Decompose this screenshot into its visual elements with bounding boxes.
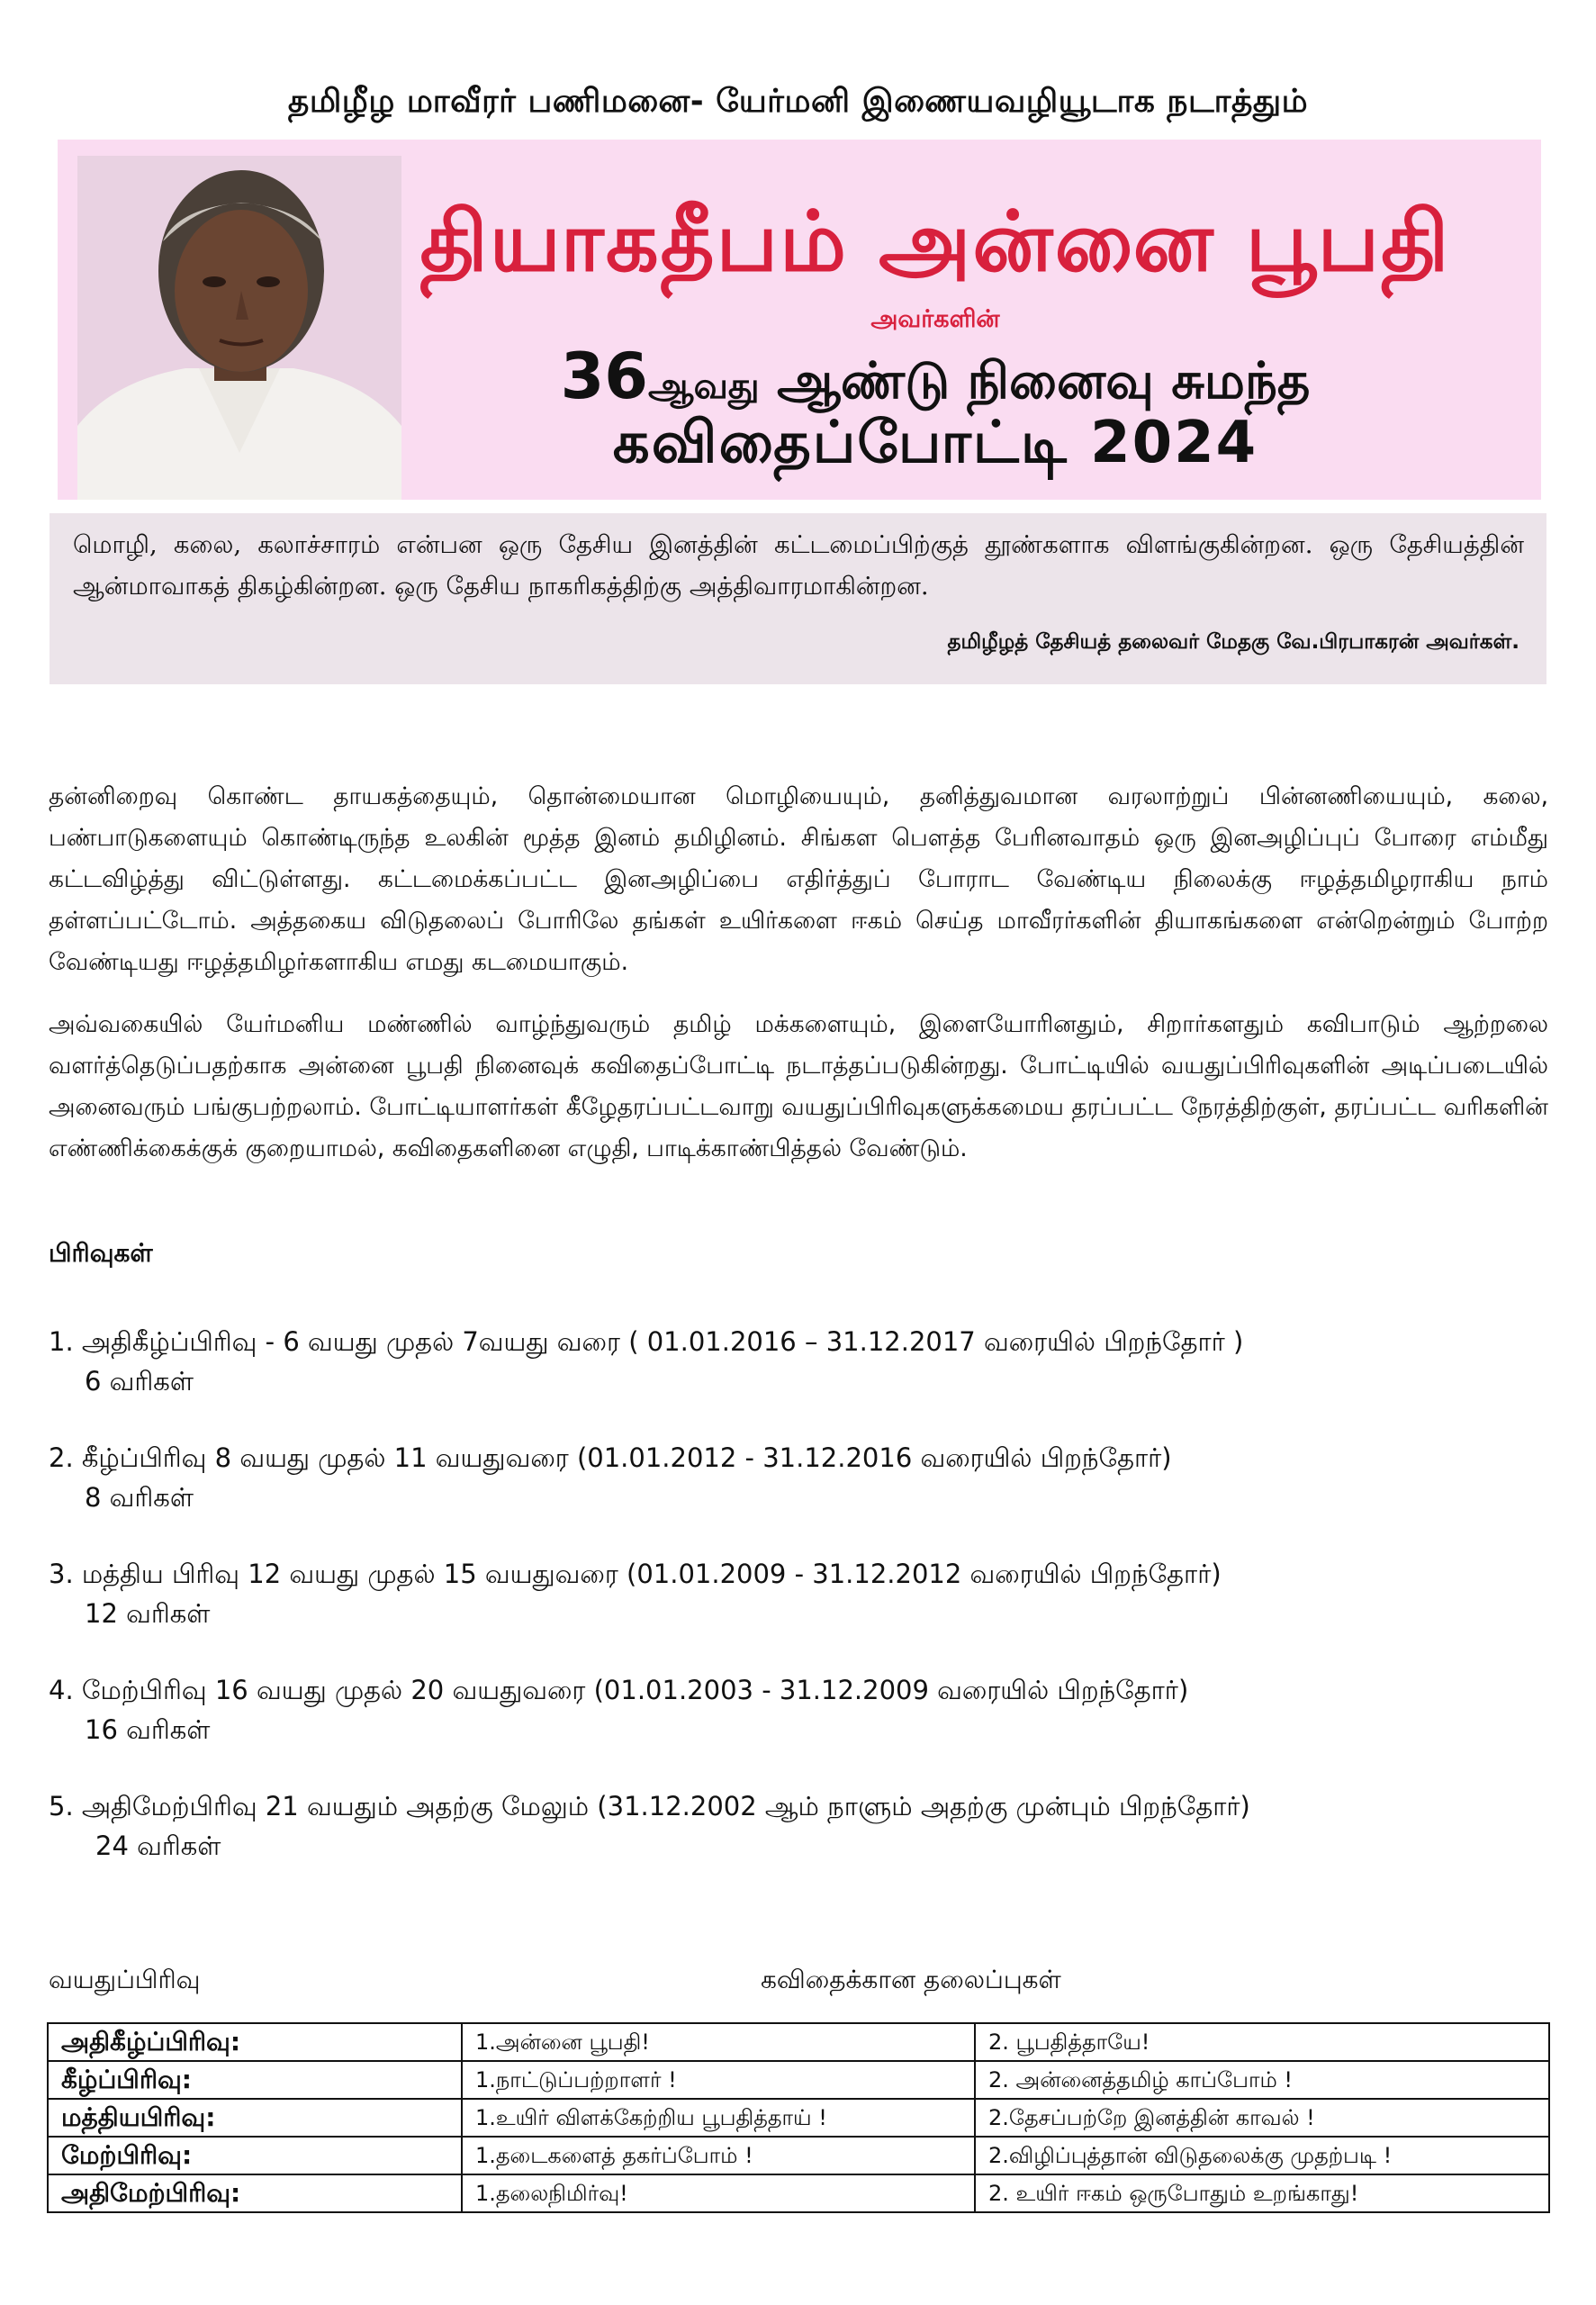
category-line-count: 6 வரிகள் bbox=[85, 1366, 194, 1397]
category-line: 2. கீழ்ப்பிரிவு 8 வயது முதல் 11 வயதுவரை (01.01.2012 - 31.12.2016 வரையில் பிறந்தோர்) bbox=[49, 1442, 1172, 1473]
category-line: 4. மேற்பிரிவு 16 வயது முதல் 20 வயதுவரை (01.01.2003 - 31.12.2009 வரையில் பிறந்தோர்) bbox=[49, 1675, 1189, 1705]
category-line-count: 24 வரிகள் bbox=[95, 1830, 221, 1861]
category-item bbox=[49, 1438, 1543, 1517]
banner-honorific: அவர்களின் bbox=[870, 305, 1000, 333]
table-cell-topic-1: 1.உயிர் விளக்கேற்றிய பூபதித்தாய் ! bbox=[462, 2099, 975, 2137]
categories-heading: பிரிவுகள் bbox=[49, 1238, 153, 1268]
table-cell-topic-2: 2. உயிர் ஈகம் ஒருபோதும் உறங்காது! bbox=[975, 2174, 1549, 2212]
quote-text: மொழி, கலை, கலாச்சாரம் என்பன ஒரு தேசிய இனத்தின் கட்டமைப்பிற்குத் தூண்களாக விளங்குகின்றன. ஒரு தேசியத்தின் ஆன்மாவாகத் திகழ்கின்றன. ஒரு தேசிய நாகரிகத்திற்கு அத்திவாரமாகின்றன. bbox=[73, 530, 1524, 601]
table-cell-topic-2: 2. பூபதித்தாயே! bbox=[975, 2023, 1549, 2061]
table-cell-category: அதிகீழ்ப்பிரிவு: bbox=[48, 2023, 462, 2061]
category-line-count: 8 வரிகள் bbox=[85, 1482, 194, 1513]
quote-attribution: தமிழீழத் தேசியத் தலைவர் மேதகு வே.பிரபாகரன் அவர்கள். bbox=[947, 630, 1519, 654]
table-row bbox=[48, 2099, 1549, 2137]
table-row bbox=[48, 2061, 1549, 2099]
table-cell-topic-2: 2. அன்னைத்தமிழ் காப்போம் ! bbox=[975, 2061, 1549, 2099]
banner-title: தியாகதீபம் அன்னை பூபதி bbox=[419, 194, 1451, 290]
body-paragraph-1: தன்னிறைவு கொண்ட தாயகத்தையும், தொன்மையான மொழியையும், தனித்துவமான வரலாற்றுப் பின்னணியையும், கலை, பண்பாடுகளையும் கொண்டிருந்த உலகின் மூத்த இனம் தமிழினம். சிங்கள பௌத்த பேரினவாதம் ஒரு இனஅழிப்புப் போரை எம்மீது கட்டவிழ்த்து விட்டுள்ளது. கட்டமைக்கப்பட்ட இனஅழிப்பை எதிர்த்துப் போராட வேண்டிய நிலைக்கு ஈழத்தமிழராகிய நாம் தள்ளப்பட்டோம். அத்தகைய விடுதலைப் போரிலே தங்கள் உயிர்களை ஈகம் செய்த மாவீரர்களின் தியாகங்களை என்றென்றும் போற்ற வேண்டியது ஈழத்தமிழர்களாகிய எமது கடமையாகும். bbox=[49, 782, 1548, 976]
topics-table bbox=[47, 2022, 1550, 2213]
category-line: 1. அதிகீழ்ப்பிரிவு - 6 வயது முதல் 7வயது வரை ( 01.01.2016 – 31.12.2017 வரையில் பிறந்தோர் ) bbox=[49, 1326, 1244, 1357]
category-line: 3. மத்திய பிரிவு 12 வயது முதல் 15 வயதுவரை (01.01.2009 - 31.12.2012 வரையில் பிறந்தோர்) bbox=[49, 1559, 1222, 1589]
portrait-illustration bbox=[77, 156, 401, 500]
table-cell-topic-1: 1.தடைகளைத் தகர்ப்போம் ! bbox=[462, 2137, 975, 2174]
table-heading-age-group: வயதுப்பிரிவு bbox=[49, 1965, 201, 1994]
table-row bbox=[48, 2023, 1549, 2061]
category-line-count: 16 வரிகள் bbox=[85, 1714, 211, 1745]
category-line: 5. அதிமேற்பிரிவு 21 வயதும் அதற்கு மேலும் (31.12.2002 ஆம் நாளும் அதற்கு முன்பும் பிறந்தோர்) bbox=[49, 1791, 1250, 1821]
body-paragraph-2: அவ்வகையில் யேர்மனிய மண்ணில் வாழ்ந்துவரும் தமிழ் மக்களையும், இளையோரினதும், சிறார்களதும் கவிபாடும் ஆற்றலை வளர்த்தெடுப்பதற்காக அன்னை பூபதி நினைவுக் கவிதைப்போட்டி நடாத்தப்படுகின்றது. போட்டியில் வயதுப்பிரிவுகளின் அடிப்படையில் அனைவரும் பங்குபற்றலாம். போட்டியாளர்கள் கீழேதரப்பட்டவாறு வயதுப்பிரிவுகளுக்கமைய தரப்பட்ட நேரத்திற்குள், தரப்பட்ட வரிகளின் எண்ணிக்கைக்குக் குறையாமல், கவிதைகளினை எழுதி, பாடிக்காண்பித்தல் வேண்டும். bbox=[49, 1010, 1548, 1162]
anniversary-number: 36 bbox=[560, 339, 649, 413]
table-cell-topic-2: 2.விழிப்புத்தான் விடுதலைக்கு முதற்படி ! bbox=[975, 2137, 1549, 2174]
anniversary-rest: ஆண்டு நினைவு சுமந்த bbox=[759, 352, 1311, 411]
table-heading-topics: கவிதைக்கான தலைப்புகள் bbox=[761, 1965, 1061, 1994]
table-cell-topic-1: 1.தலைநிமிர்வு! bbox=[462, 2174, 975, 2212]
anniversary-suffix: ஆவது bbox=[648, 366, 760, 407]
banner bbox=[58, 140, 1541, 500]
table-cell-topic-1: 1.அன்னை பூபதி! bbox=[462, 2023, 975, 2061]
category-item bbox=[49, 1786, 1543, 1866]
contest-title: கவிதைப்போட்டி 2024 bbox=[612, 410, 1258, 476]
table-cell-topic-2: 2.தேசப்பற்றே இனத்தின் காவல் ! bbox=[975, 2099, 1549, 2137]
table-cell-category: கீழ்ப்பிரிவு: bbox=[48, 2061, 462, 2099]
portrait-photo bbox=[77, 156, 401, 500]
table-row bbox=[48, 2174, 1549, 2212]
table-cell-category: மத்தியபிரிவு: bbox=[48, 2099, 462, 2137]
quote-box bbox=[50, 513, 1546, 684]
category-item bbox=[49, 1670, 1543, 1749]
table-cell-category: அதிமேற்பிரிவு: bbox=[48, 2174, 462, 2212]
category-line-count: 12 வரிகள் bbox=[85, 1598, 211, 1629]
table-row bbox=[48, 2137, 1549, 2174]
organizer-line: தமிழீழ மாவீரர் பணிமனை- யேர்மனி இணையவழியூடாக நடாத்தும் bbox=[287, 83, 1309, 120]
category-item bbox=[49, 1554, 1543, 1633]
anniversary-line bbox=[355, 339, 1516, 417]
category-item bbox=[49, 1322, 1543, 1401]
table-cell-topic-1: 1.நாட்டுப்பற்றாளர் ! bbox=[462, 2061, 975, 2099]
table-cell-category: மேற்பிரிவு: bbox=[48, 2137, 462, 2174]
